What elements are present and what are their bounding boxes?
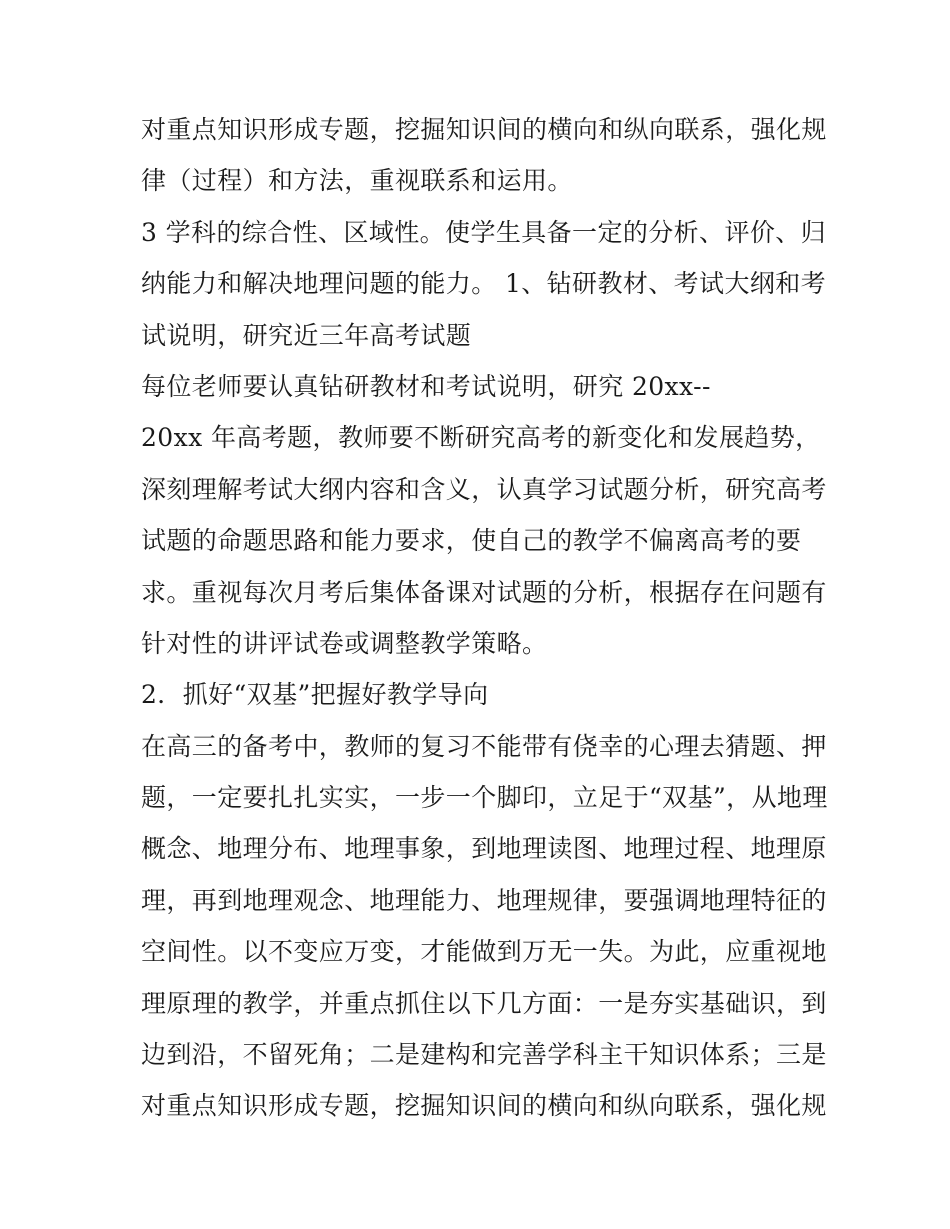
text-line: 边到沿，不留死角；二是建构和完善学科主干知识体系；三是 bbox=[141, 1040, 827, 1070]
section-heading: 2．抓好“双基”把握好教学导向 bbox=[141, 680, 489, 710]
text-line: 试题的命题思路和能力要求，使自己的教学不偏离高考的要 bbox=[141, 526, 802, 556]
text-line: 题，一定要扎扎实实，一步一个脚印，立足于“双基”，从地理 bbox=[141, 783, 828, 813]
text-line: 每位老师要认真钻研教材和考试说明，研究 20xx-- bbox=[141, 371, 711, 401]
text-line: 3 学科的综合性、区域性。使学生具备一定的分析、评价、归 bbox=[141, 217, 827, 247]
body-text bbox=[141, 104, 831, 1132]
text-line: 试说明，研究近三年高考试题 bbox=[141, 320, 472, 350]
text-line: 律（过程）和方法，重视联系和运用。 bbox=[141, 166, 573, 196]
text-line: 在高三的备考中，教师的复习不能带有侥幸的心理去猜题、押 bbox=[141, 731, 827, 761]
text-line: 理，再到地理观念、地理能力、地理规律，要强调地理特征的 bbox=[141, 885, 827, 915]
text-line: 纳能力和解决地理问题的能力。 1、钻研教材、考试大纲和考 bbox=[141, 269, 827, 299]
text-line: 对重点知识形成专题，挖掘知识间的横向和纵向联系，强化规 bbox=[141, 1091, 827, 1121]
text-line: 对重点知识形成专题，挖掘知识间的横向和纵向联系，强化规 bbox=[141, 115, 827, 144]
text-line: 概念、地理分布、地理事象，到地理读图、地理过程、地理原 bbox=[141, 834, 827, 864]
text-line: 20xx 年高考题，教师要不断研究高考的新变化和发展趋势， bbox=[141, 423, 821, 453]
text-line: 深刻理解考试大纲内容和含义，认真学习试题分析，研究高考 bbox=[141, 474, 827, 504]
text-line: 理原理的教学，并重点抓住以下几方面：一是夯实基础识，到 bbox=[141, 988, 827, 1018]
text-line: 空间性。以不变应万变，才能做到万无一失。为此，应重视地 bbox=[141, 937, 827, 967]
text-line: 求。重视每次月考后集体备课对试题的分析，根据存在问题有 bbox=[141, 577, 827, 607]
text-line: 针对性的讲评试卷或调整教学策略。 bbox=[141, 628, 548, 658]
